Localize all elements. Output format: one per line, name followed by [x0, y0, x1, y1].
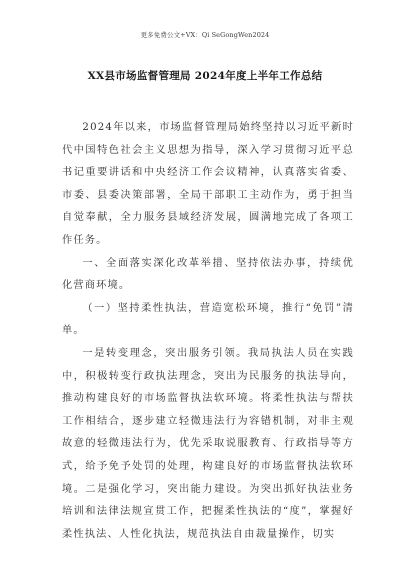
- document-title: XX县市场监督管理局 2024年度上半年工作总结: [87, 70, 323, 82]
- subsection-heading-1: （一）坚持柔性执法，营造宽松环境，推行“免罚”清单。: [62, 302, 354, 337]
- paragraph-body: 一是转变理念，突出服务引领。我局执法人员在实践中，积极转变行政执法理念，突出为民服务的执法导向，推动构建良好的市场监督执法软环境。将柔性执法与帮扶工作相结合，逐步建立轻微违法行为容错机制，对非主观故意的轻微违法行为，优先采取说服教育、行政指导等方式，给予免予处罚的处理，构建良好的市场监督执法软环境。二是强化学习，突出能力建设。为突出抓好执法业务培训和法律法规宣贯工作，把握柔性执法的“度”，掌握好柔性执法、人性化执法，规范执法自由裁量操作，切实: [62, 347, 354, 540]
- header-note: 更多免费公文+VX：Qi SeGongWen2024: [140, 31, 270, 39]
- document-body: [62, 117, 354, 546]
- section-heading-1: 一、全面落实深化改革举措、坚持依法办事，持续优化营商环境。: [62, 257, 354, 292]
- paragraph-intro: 2024年以来，市场监督管理局始终坚持以习近平新时代中国特色社会主义思想为指导，深入学习贯彻习近平总书记重要讲话和中央经济工作会议精神，认真落实省委、市委、县委决策部署，全局干部职工主动作为，勇于担当自觉奉献，全力服务县域经济发展，圆满地完成了各项工作任务。: [62, 122, 354, 246]
